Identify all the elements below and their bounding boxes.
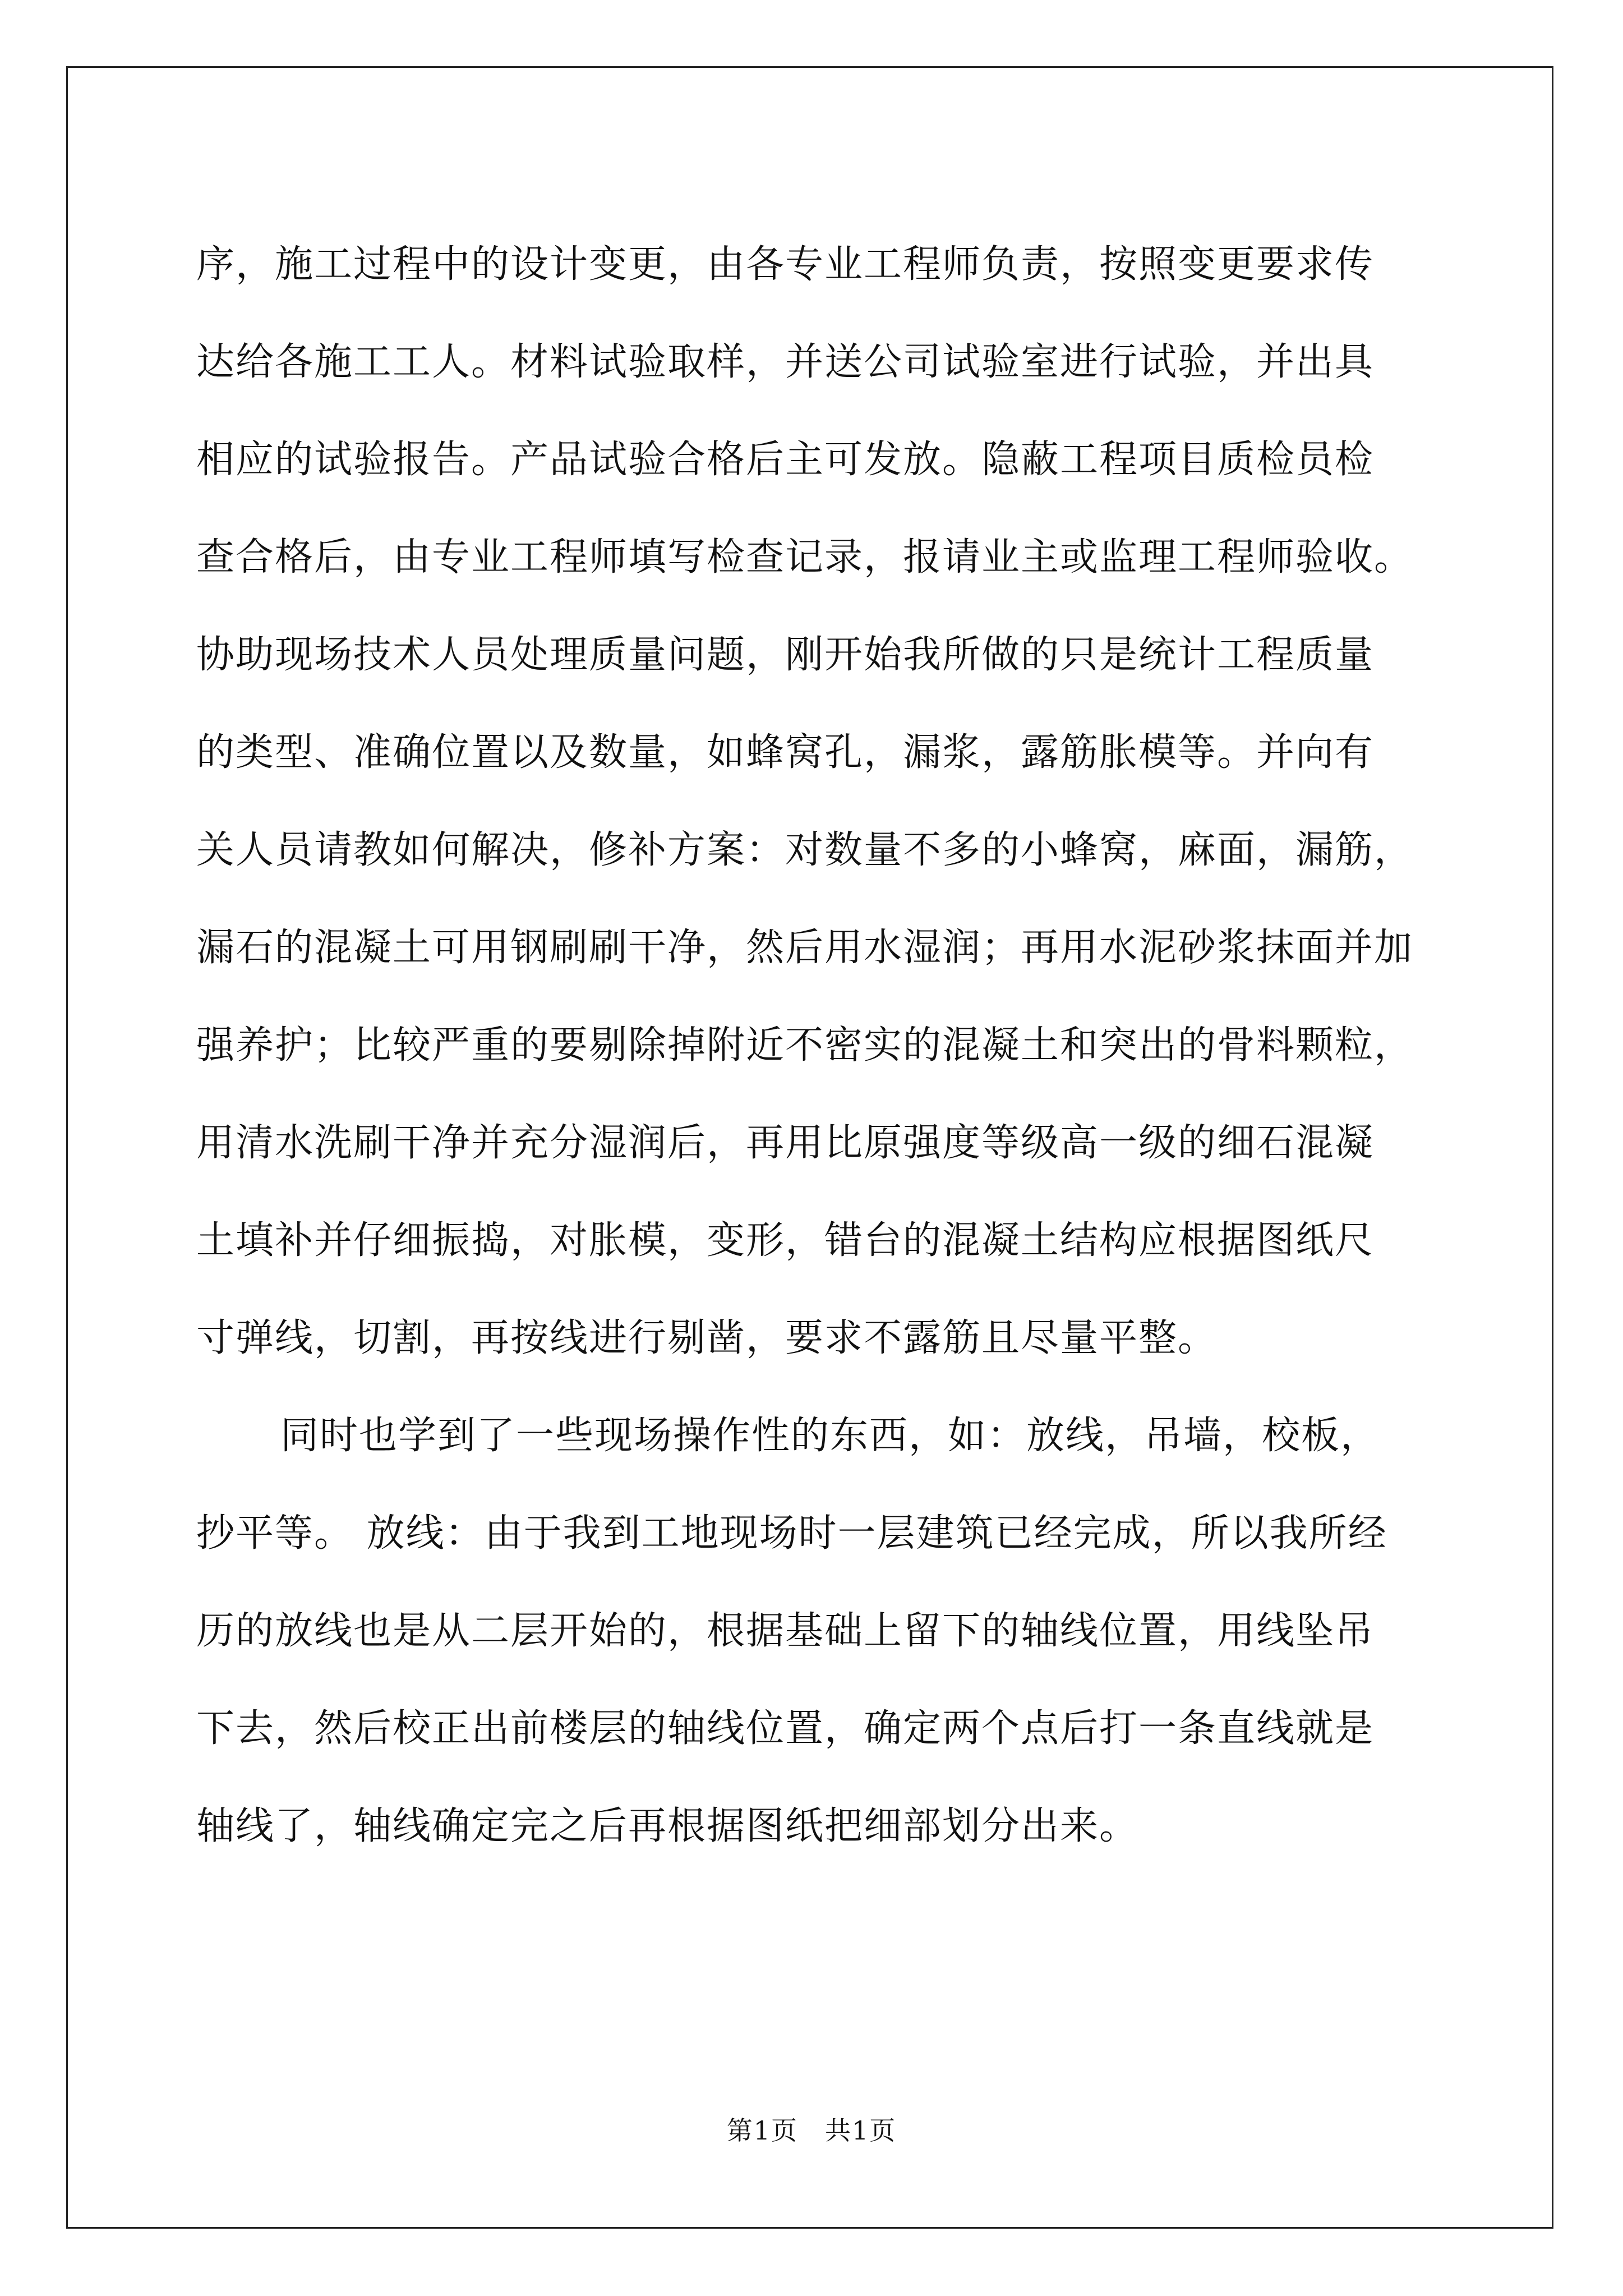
text-line: 的类型、准确位置以及数量，如蜂窝孔，漏浆，露筋胀模等。并向有 <box>196 730 1375 775</box>
text-line: 关人员请教如何解决，修补方案：对数量不多的小蜂窝，麻面，漏筋， <box>196 828 1414 872</box>
text-line: 达给各施工工人。材料试验取样，并送公司试验室进行试验，并出具 <box>196 340 1375 384</box>
text-line: 漏石的混凝土可用钢刷刷干净，然后用水湿润；再用水泥砂浆抹面并加 <box>196 926 1414 970</box>
text-line: 寸弹线，切割，再按线进行剔凿，要求不露筋且尽量平整。 <box>196 1316 1218 1360</box>
text-line: 同时也学到了一些现场操作性的东西，如：放线，吊墙，校板， <box>280 1414 1380 1458</box>
text-line: 抄平等。 放线：由于我到工地现场时一层建筑已经完成，所以我所经 <box>196 1511 1387 1556</box>
paragraph-2 <box>196 1387 1430 1875</box>
page-number-footer: 第1页 共1页 <box>726 2115 897 2146</box>
text-line: 轴线了，轴线确定完之后再根据图纸把细部划分出来。 <box>196 1804 1139 1848</box>
text-line: 土填补并仔细振捣，对胀模，变形，错台的混凝土结构应根据图纸尺 <box>196 1218 1375 1263</box>
text-line: 强养护；比较严重的要剔除掉附近不密实的混凝土和突出的骨料颗粒， <box>196 1023 1414 1068</box>
text-line: 下去，然后校正出前楼层的轴线位置，确定两个点后打一条直线就是 <box>196 1706 1375 1751</box>
text-line: 协助现场技术人员处理质量问题，刚开始我所做的只是统计工程质量 <box>196 633 1375 677</box>
text-line: 序，施工过程中的设计变更，由各专业工程师负责，按照变更要求传 <box>196 242 1375 287</box>
text-line: 用清水洗刷干净并充分湿润后，再用比原强度等级高一级的细石混凝 <box>196 1121 1375 1165</box>
text-line: 历的放线也是从二层开始的，根据基础上留下的轴线位置，用线坠吊 <box>196 1609 1375 1653</box>
paragraph-1 <box>196 216 1430 1387</box>
document-body <box>196 216 1430 1875</box>
text-line: 相应的试验报告。产品试验合格后主可发放。隐蔽工程项目质检员检 <box>196 438 1375 482</box>
text-line: 查合格后，由专业工程师填写检查记录，报请业主或监理工程师验收。 <box>196 535 1414 579</box>
